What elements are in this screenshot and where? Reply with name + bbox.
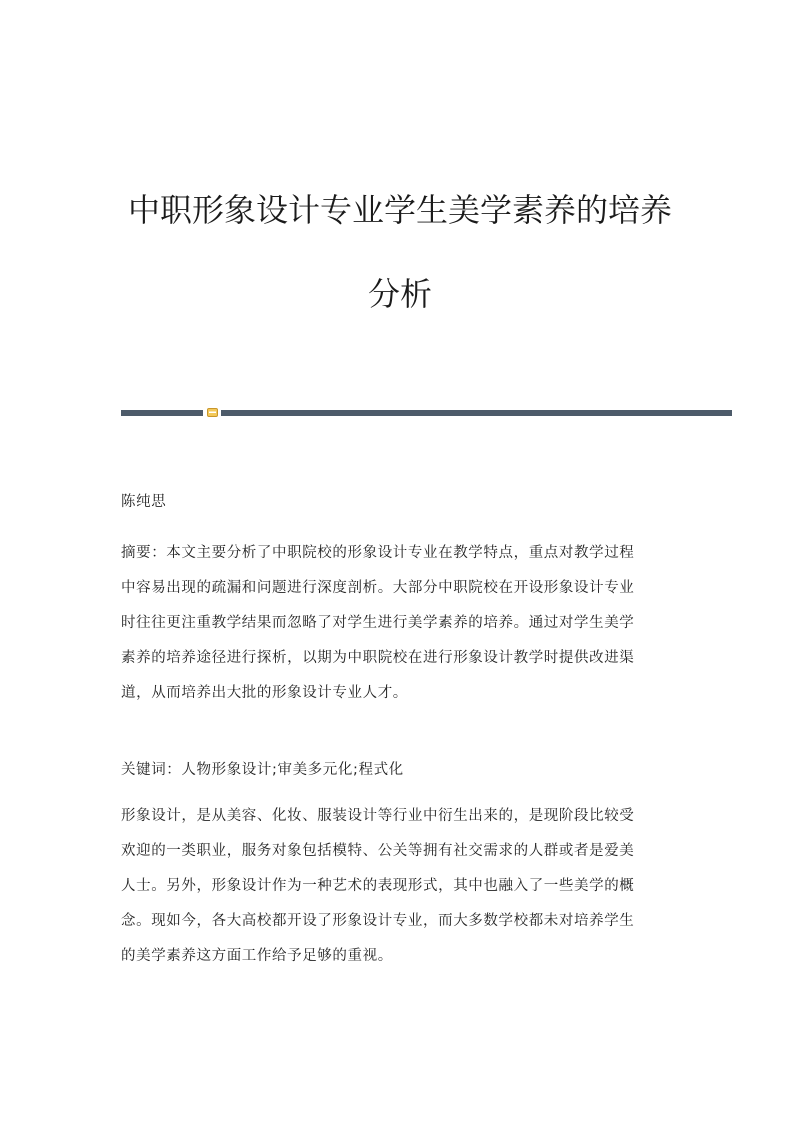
document-title-line-2: 分析 <box>367 275 432 313</box>
body-line: 形象设计，是从美容、化妆、服装设计等行业中衍生出来的，是现阶段比较受 <box>121 808 635 824</box>
divider-bar-right <box>221 410 732 416</box>
title-divider <box>121 405 732 421</box>
divider-bar-left <box>121 410 203 416</box>
keywords-line: 关键词：人物形象设计;审美多元化;程式化 <box>121 762 404 778</box>
abstract-paragraph <box>121 542 681 717</box>
body-line: 欢迎的一类职业，服务对象包括模特、公关等拥有社交需求的人群或者是爱美 <box>121 843 635 859</box>
abstract-line: 道，从而培养出大批的形象设计专业人才。 <box>121 685 408 701</box>
body-paragraph <box>121 805 681 980</box>
divider-ornament-icon <box>207 407 218 418</box>
body-line: 人士。另外，形象设计作为一种艺术的表现形式，其中也融入了一些美学的概 <box>121 878 635 894</box>
body-line: 的美学素养这方面工作给予足够的重视。 <box>121 948 393 964</box>
author-name: 陈纯思 <box>121 494 167 510</box>
document-title-line-1: 中职形象设计专业学生美学素养的培养 <box>127 191 672 229</box>
abstract-line: 素养的培养途径进行探析，以期为中职院校在进行形象设计教学时提供改进渠 <box>121 650 635 666</box>
abstract-line: 摘要：本文主要分析了中职院校的形象设计专业在教学特点，重点对教学过程 <box>121 545 635 561</box>
abstract-line: 时往往更注重教学结果而忽略了对学生进行美学素养的培养。通过对学生美学 <box>121 615 635 631</box>
body-line: 念。现如今，各大高校都开设了形象设计专业，而大多数学校都未对培养学生 <box>121 913 635 929</box>
abstract-line: 中容易出现的疏漏和问题进行深度剖析。大部分中职院校在开设形象设计专业 <box>121 580 635 596</box>
